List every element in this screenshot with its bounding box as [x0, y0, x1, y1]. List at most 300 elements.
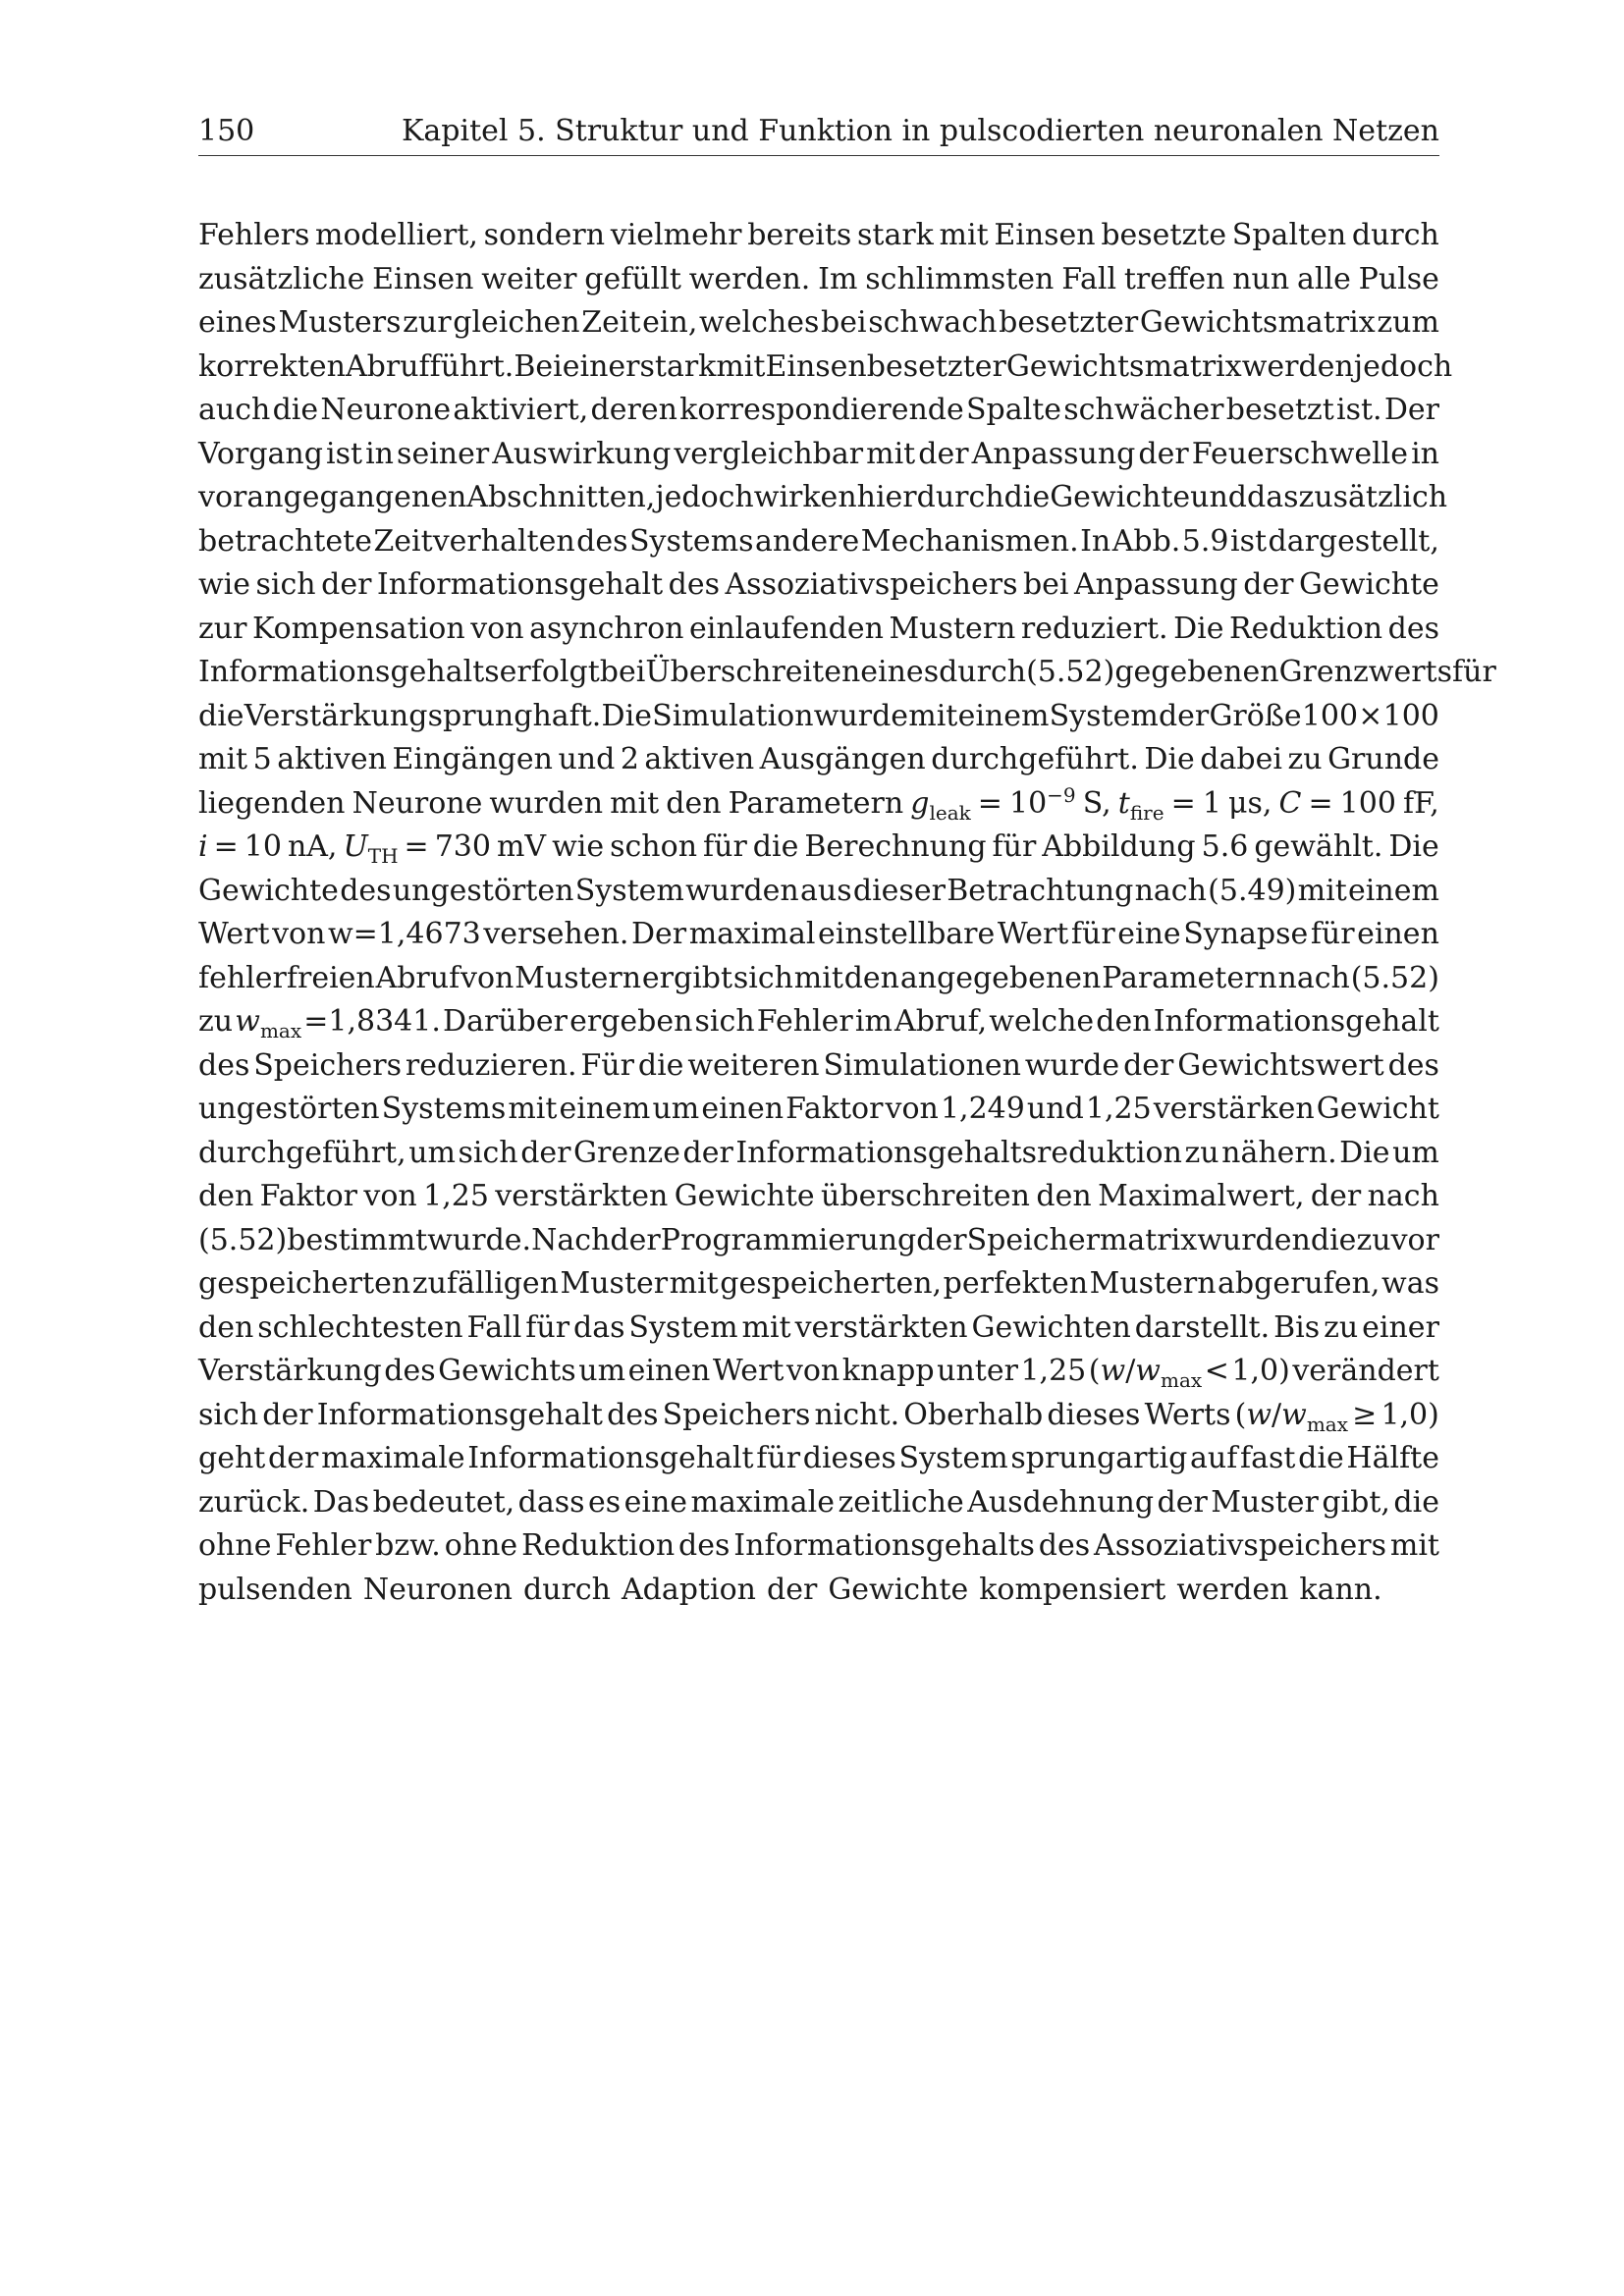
- word: nun: [1232, 261, 1290, 296]
- word: ohne: [198, 1528, 272, 1563]
- word: sprunghaft.: [427, 698, 602, 733]
- word: 100: [1301, 698, 1359, 733]
- word: um: [1392, 1135, 1439, 1170]
- word: zu: [1324, 1309, 1359, 1345]
- word: $g_{leak}$: [910, 785, 971, 825]
- word: was: [1381, 1266, 1439, 1301]
- word: 1,0): [1231, 1354, 1290, 1388]
- word: mit: [908, 698, 958, 733]
- word: Mustern: [514, 960, 642, 995]
- word: des: [1387, 1047, 1439, 1083]
- word: des: [678, 1528, 731, 1563]
- word: einen: [701, 1092, 785, 1126]
- word: 1,25: [1020, 1354, 1087, 1388]
- word: zeitliche: [838, 1484, 964, 1520]
- word: Die: [1339, 1135, 1390, 1170]
- text-line: [198, 433, 1439, 477]
- word: Abschnitten,: [466, 480, 656, 514]
- text-line: [198, 738, 1439, 782]
- word: zur: [198, 611, 247, 646]
- word: Systems: [381, 1092, 507, 1126]
- text-line: [198, 1394, 1439, 1438]
- word: korrespondierende: [679, 393, 964, 427]
- word: die: [198, 698, 244, 733]
- word: System: [628, 1309, 738, 1345]
- word: der: [918, 436, 969, 471]
- word: Die: [601, 698, 652, 733]
- word: von: [470, 611, 524, 646]
- word: den: [1096, 1004, 1152, 1039]
- word: dieses: [802, 1441, 896, 1475]
- word: (5.52): [1026, 655, 1115, 689]
- word: mit: [610, 785, 660, 821]
- word: Der: [1383, 393, 1439, 427]
- word: 1: [1202, 785, 1221, 821]
- word: Gewichten: [971, 1309, 1131, 1345]
- word: Musters: [278, 305, 402, 340]
- word: unter: [937, 1354, 1018, 1388]
- word: Informationsgehalts: [198, 655, 500, 689]
- word: Eingängen: [392, 742, 553, 776]
- word: nA,: [287, 829, 338, 864]
- word: =1,8341.: [303, 1004, 441, 1039]
- word: die: [637, 1047, 684, 1083]
- word: liegenden: [198, 785, 346, 821]
- word: bei: [599, 655, 646, 689]
- word: Wert: [712, 1354, 785, 1388]
- word: des: [384, 1354, 436, 1388]
- word: zuvor: [1356, 1222, 1439, 1257]
- word: gegebenen: [1114, 655, 1279, 689]
- word: der: [1158, 698, 1210, 733]
- word: w=1,4673: [327, 917, 481, 951]
- text-line: [198, 1524, 1439, 1569]
- word: einen: [627, 1354, 711, 1388]
- word: Fall: [1061, 261, 1117, 296]
- word: einen: [1357, 917, 1439, 951]
- word: zur: [403, 305, 452, 340]
- word: der: [610, 1222, 661, 1257]
- word: Zeit: [581, 305, 641, 340]
- word: bzw.: [375, 1528, 441, 1563]
- text-line: [198, 1044, 1439, 1089]
- running-header: [198, 116, 1439, 156]
- word: Gewichte: [198, 873, 339, 908]
- word: Informationsgehalt: [316, 1397, 603, 1432]
- word: =: [404, 829, 429, 864]
- word: $U_{TH}$: [343, 829, 399, 868]
- word: 5.9: [1181, 523, 1229, 559]
- word: Werts: [1144, 1397, 1231, 1432]
- word: seiner: [397, 436, 490, 471]
- word: System: [1049, 698, 1159, 733]
- word: sich: [732, 960, 793, 995]
- word: Mustern: [1089, 1266, 1217, 1301]
- word: nicht.: [814, 1397, 900, 1432]
- word: (5.52): [1350, 960, 1439, 995]
- word: $10^{-9}$: [1008, 782, 1076, 821]
- word: Grunde: [1327, 742, 1439, 776]
- word: wurden: [489, 785, 604, 821]
- word: ergeben: [569, 1004, 693, 1039]
- word: vergleichbar: [674, 436, 864, 471]
- word: Speichers: [253, 1047, 402, 1083]
- text-line: [198, 563, 1439, 608]
- word: Informationsgehalt: [467, 1441, 754, 1475]
- word: Für: [580, 1047, 634, 1083]
- word: der: [520, 1135, 571, 1170]
- word: im: [854, 1004, 893, 1039]
- word: 10: [244, 829, 282, 864]
- word: für: [1070, 917, 1115, 951]
- word: der: [1123, 1047, 1174, 1083]
- word: nach: [1277, 960, 1350, 995]
- word: Mustern: [889, 611, 1016, 646]
- word: Einsen: [765, 348, 867, 384]
- body-paragraph: [198, 214, 1496, 1612]
- word: Der: [631, 917, 687, 951]
- word: Simulationen: [823, 1047, 1021, 1083]
- text-line: [198, 608, 1439, 652]
- word: Die: [1388, 829, 1439, 864]
- word: Die: [1144, 742, 1195, 776]
- word: von: [363, 1179, 417, 1213]
- word: hier: [856, 480, 917, 514]
- word: 1,0): [1380, 1397, 1439, 1432]
- word: ×: [1358, 698, 1383, 733]
- word: des: [340, 873, 392, 908]
- word: Kompensation: [251, 611, 465, 646]
- word: fast: [1240, 1441, 1296, 1475]
- text-line: [198, 957, 1439, 1001]
- word: geht: [198, 1441, 266, 1475]
- word: Spalte: [965, 393, 1061, 427]
- text-line: [198, 389, 1439, 433]
- word: den: [198, 1179, 254, 1213]
- word: Neurone: [352, 785, 483, 821]
- word: Informationsgehaltsreduktion: [735, 1135, 1182, 1170]
- word: Gewichte: [828, 1572, 969, 1607]
- word: Verstärkung: [244, 698, 428, 733]
- word: einstellbare: [818, 917, 996, 951]
- word: durch: [523, 1572, 611, 1607]
- word: die: [272, 393, 319, 427]
- text-line: [198, 1175, 1439, 1219]
- word: Muster: [560, 1266, 669, 1301]
- word: besetzt: [1225, 393, 1334, 427]
- word: den: [1036, 1179, 1092, 1213]
- word: Spalten: [1231, 218, 1347, 252]
- word: 100: [1339, 785, 1396, 821]
- word: zu: [1287, 742, 1323, 776]
- word: werden: [1176, 1572, 1289, 1607]
- word: auf: [1189, 1441, 1238, 1475]
- word: zu: [1184, 1135, 1219, 1170]
- text-line: [198, 301, 1439, 346]
- word: Programmierung: [660, 1222, 917, 1257]
- word: für: [1310, 917, 1355, 951]
- word: stark: [857, 218, 934, 252]
- word: der: [262, 1397, 313, 1432]
- word: für: [703, 829, 747, 864]
- word: für: [992, 829, 1037, 864]
- word: mit: [939, 218, 989, 252]
- word: Gewichtsmatrix: [1005, 348, 1242, 384]
- word: wurden: [1197, 1222, 1311, 1257]
- word: Fehlers: [198, 218, 310, 252]
- word: durchgeführt.: [931, 742, 1139, 776]
- word: bei: [821, 305, 867, 340]
- text-line: [198, 695, 1439, 739]
- word: Abbildung: [1042, 829, 1196, 864]
- text-line: [198, 1262, 1439, 1307]
- word: eines: [860, 655, 940, 689]
- word: jedoch: [1353, 348, 1453, 384]
- word: kompensiert: [979, 1572, 1166, 1607]
- word: =: [977, 785, 1002, 821]
- word: ein,: [642, 305, 698, 340]
- word: versehen.: [483, 917, 629, 951]
- word: zu: [198, 1004, 234, 1039]
- word: 2: [620, 742, 639, 776]
- word: S,: [1082, 785, 1111, 821]
- word: dieses: [1047, 1397, 1141, 1432]
- word: 1,25: [1085, 1092, 1152, 1126]
- word: um: [578, 1354, 626, 1388]
- word: 100: [1382, 698, 1439, 733]
- word: gespeicherten: [198, 1266, 411, 1301]
- word: Gewichtsmatrix: [1139, 305, 1376, 340]
- word: darstellt.: [1134, 1309, 1271, 1345]
- word: System: [574, 873, 684, 908]
- word: mit: [741, 1309, 791, 1345]
- text-line: [198, 1350, 1439, 1394]
- word: sich: [694, 1004, 755, 1039]
- word: gibt,: [1322, 1484, 1390, 1520]
- word: wurde.: [427, 1222, 532, 1257]
- word: Neuronen: [362, 1572, 513, 1607]
- text-line: [198, 1569, 1439, 1613]
- word: 5.6: [1201, 829, 1249, 864]
- word: (5.52): [198, 1222, 288, 1257]
- word: schwach: [868, 305, 998, 340]
- word: Gewicht: [1316, 1092, 1439, 1126]
- word: von: [785, 1354, 840, 1388]
- word: von: [272, 917, 326, 951]
- word: mit: [1297, 873, 1347, 908]
- word: wurden: [685, 873, 799, 908]
- word: Grenzwerts: [1278, 655, 1453, 689]
- word: Anpassung: [1074, 567, 1238, 602]
- word: Parametern: [728, 785, 904, 821]
- word: fF,: [1402, 785, 1439, 821]
- word: Wert: [198, 917, 270, 951]
- word: Faktor: [785, 1092, 884, 1126]
- word: dieser: [852, 873, 946, 908]
- word: Ausdehnung: [967, 1484, 1155, 1520]
- word: schon: [610, 829, 698, 864]
- text-line: [198, 1132, 1439, 1176]
- word: besetzter: [866, 348, 1006, 384]
- word: ergibt: [641, 960, 733, 995]
- word: nähern.: [1221, 1135, 1337, 1170]
- word: Parametern: [1102, 960, 1277, 995]
- word: nach: [1134, 873, 1207, 908]
- word: der: [1157, 1484, 1208, 1520]
- word: alle: [1297, 261, 1351, 296]
- word: In: [1080, 523, 1111, 559]
- word: Systems: [628, 523, 754, 559]
- word: erfolgt: [499, 655, 600, 689]
- word: ($w/w_{max}$: [1088, 1354, 1203, 1392]
- word: Assoziativspeichers: [725, 567, 1018, 602]
- text-line: [198, 651, 1496, 695]
- word: der: [1138, 436, 1189, 471]
- word: Gewichte: [1299, 567, 1439, 602]
- word: sich: [458, 1135, 518, 1170]
- word: die: [1393, 1484, 1439, 1520]
- word: und: [1026, 1092, 1084, 1126]
- word: der: [1310, 1179, 1362, 1213]
- word: schlimmsten: [865, 261, 1055, 296]
- word: Abb.: [1111, 523, 1181, 559]
- word: Größe: [1209, 698, 1302, 733]
- word: 730: [434, 829, 491, 864]
- word: die: [1310, 1222, 1357, 1257]
- word: reduzieren.: [405, 1047, 577, 1083]
- word: mit: [793, 960, 843, 995]
- text-line: [198, 913, 1439, 957]
- word: jedoch: [655, 480, 754, 514]
- word: und: [1190, 480, 1248, 514]
- word: C: [1278, 785, 1302, 821]
- word: fehlerfreien: [198, 960, 375, 995]
- text-line: [198, 1000, 1439, 1044]
- text-line: [198, 1088, 1439, 1132]
- word: mit: [508, 1092, 558, 1126]
- word: in: [365, 436, 394, 471]
- word: einem: [957, 698, 1050, 733]
- word: für: [756, 1441, 801, 1475]
- word: von: [885, 1092, 939, 1126]
- word: mit: [669, 1266, 719, 1301]
- word: pulsenden: [198, 1572, 352, 1607]
- word: Betrachtung: [947, 873, 1134, 908]
- word: dargestellt,: [1268, 523, 1439, 559]
- word: stark: [639, 348, 717, 384]
- word: wie: [198, 567, 251, 602]
- word: es: [588, 1484, 622, 1520]
- word: zusätzlich: [1298, 480, 1448, 514]
- word: Bis: [1273, 1309, 1321, 1345]
- word: verstärken: [1153, 1092, 1315, 1126]
- word: Muster: [1211, 1484, 1319, 1520]
- word: Informationsgehalts: [733, 1528, 1035, 1563]
- word: mit: [866, 436, 916, 471]
- word: Grenze: [573, 1135, 680, 1170]
- word: einlaufenden: [689, 611, 884, 646]
- word: perfekten: [943, 1266, 1089, 1301]
- word: einem: [1348, 873, 1439, 908]
- word: auch: [198, 393, 271, 427]
- word: von: [460, 960, 514, 995]
- word: Gewichte: [674, 1179, 815, 1213]
- word: für: [525, 1309, 570, 1345]
- word: Synapse: [1183, 917, 1309, 951]
- word: bei: [1022, 567, 1069, 602]
- word: Gewichte: [1050, 480, 1191, 514]
- word: das: [572, 1309, 625, 1345]
- word: wie: [552, 829, 605, 864]
- word: ist: [1229, 523, 1268, 559]
- word: vielmehr: [610, 218, 742, 252]
- word: mit: [198, 742, 248, 776]
- word: wirken: [753, 480, 857, 514]
- word: Abruf,: [894, 1004, 988, 1039]
- page-number: 150: [198, 114, 255, 148]
- word: ohne: [444, 1528, 518, 1563]
- word: mV: [496, 829, 547, 864]
- word: Das: [312, 1484, 370, 1520]
- word: ≥: [1352, 1397, 1378, 1432]
- word: =: [213, 829, 239, 864]
- text-line: [198, 258, 1439, 302]
- word: gefüllt: [584, 261, 681, 296]
- word: bedeutet,: [372, 1484, 515, 1520]
- text-line: [198, 520, 1439, 564]
- word: sondern: [483, 218, 606, 252]
- text-line: [198, 870, 1439, 914]
- text-line: [198, 826, 1439, 870]
- word: ist.: [1336, 393, 1382, 427]
- word: Assoziativspeichers: [1094, 1528, 1386, 1563]
- word: i: [198, 829, 208, 864]
- word: einer: [1362, 1309, 1439, 1345]
- word: Abruf: [346, 348, 430, 384]
- word: die: [752, 829, 799, 864]
- word: wurde: [1024, 1047, 1120, 1083]
- word: der: [268, 1441, 319, 1475]
- word: in: [1411, 436, 1439, 471]
- word: Verstärkung: [198, 1354, 382, 1388]
- word: werden.: [688, 261, 811, 296]
- word: maximal: [688, 917, 816, 951]
- word: Simulation: [652, 698, 814, 733]
- word: kann.: [1299, 1572, 1382, 1607]
- word: um: [408, 1135, 456, 1170]
- word: der: [1243, 567, 1294, 602]
- word: betrachtete: [198, 523, 372, 559]
- word: die: [1298, 1441, 1344, 1475]
- word: weiteren: [687, 1047, 820, 1083]
- word: Fehler: [275, 1528, 372, 1563]
- word: bestimmt: [287, 1222, 428, 1257]
- word: Feuerschwelle: [1191, 436, 1409, 471]
- word: durch: [916, 480, 1004, 514]
- word: eine: [1117, 917, 1181, 951]
- word: zufälligen: [411, 1266, 559, 1301]
- word: Pulse: [1358, 261, 1439, 296]
- word: Fall: [466, 1309, 522, 1345]
- word: Hälfte: [1346, 1441, 1439, 1475]
- word: des: [1387, 611, 1439, 646]
- word: reduziert.: [1020, 611, 1168, 646]
- word: für: [1452, 655, 1496, 689]
- word: Maximalwert,: [1098, 1179, 1305, 1213]
- word: (5.49): [1208, 873, 1297, 908]
- word: $w_{max}$: [235, 1004, 302, 1042]
- word: Adaption: [622, 1572, 756, 1607]
